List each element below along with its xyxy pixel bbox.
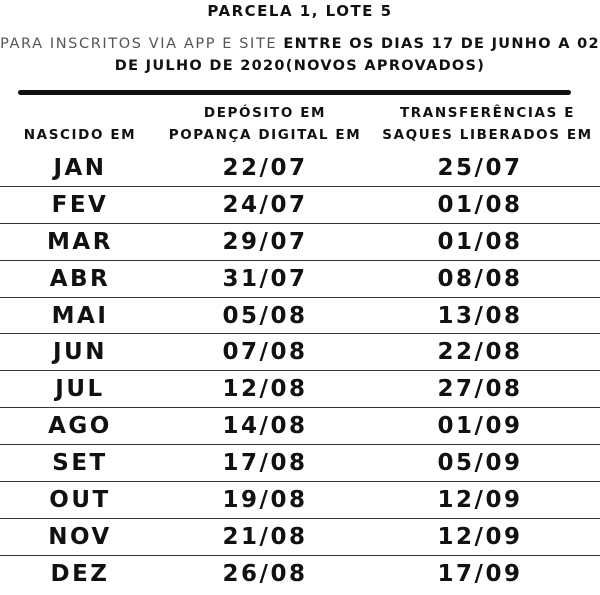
month-cell: MAR	[47, 228, 113, 255]
deposit-date-cell: 12/08	[222, 376, 308, 403]
header-transfer-line2: SAQUES LIBERADOS EM	[382, 127, 593, 143]
table-row	[0, 556, 600, 593]
table-row	[0, 445, 600, 482]
month-cell: DEZ	[50, 561, 110, 588]
table-row	[0, 408, 600, 445]
month-cell: JUN	[53, 339, 107, 366]
month-cell: FEV	[51, 191, 109, 218]
deposit-date-cell: 24/07	[222, 191, 308, 218]
top-divider	[18, 90, 571, 95]
deposit-date-cell: 05/08	[222, 302, 308, 329]
deposit-date-cell: 21/08	[222, 523, 308, 550]
transfer-date-cell: 13/08	[437, 302, 523, 329]
month-cell: JAN	[53, 154, 107, 181]
transfer-date-cell: 12/09	[437, 523, 523, 550]
transfer-date-cell: 05/09	[437, 450, 523, 477]
deposit-date-cell: 14/08	[222, 413, 308, 440]
deposit-date-cell: 22/07	[222, 154, 308, 181]
table-row	[0, 482, 600, 519]
header-month-label: NASCIDO EM	[23, 127, 137, 143]
transfer-date-cell: 01/08	[437, 191, 523, 218]
transfer-date-cell: 08/08	[437, 265, 523, 292]
subtitle-bold-text: ENTRE OS DIAS 17 DE JUNHO A 02 DE JULHO DE 2020(NOVOS APROVADOS)	[114, 36, 600, 74]
transfer-date-cell: 12/09	[437, 486, 523, 513]
transfer-date-cell: 01/08	[437, 228, 523, 255]
table-row	[0, 371, 600, 408]
deposit-date-cell: 07/08	[222, 339, 308, 366]
month-cell: AGO	[48, 413, 112, 440]
month-cell: ABR	[49, 265, 111, 292]
deposit-date-cell: 19/08	[222, 486, 308, 513]
subtitle-light-text: PARA INSCRITOS VIA APP E SITE	[0, 36, 284, 52]
month-cell: JUL	[55, 376, 105, 403]
deposit-date-cell: 17/08	[222, 450, 308, 477]
table-row	[0, 298, 600, 335]
transfer-date-cell: 17/09	[437, 561, 523, 588]
subtitle	[0, 33, 600, 77]
transfer-date-cell: 25/07	[437, 154, 523, 181]
page-title: PARCELA 1, LOTE 5	[207, 2, 393, 20]
header-deposit-line1: DEPÓSITO EM	[203, 105, 327, 121]
table-row	[0, 187, 600, 224]
header-deposit-line2: POPANÇA DIGITAL EM	[168, 127, 362, 143]
header-deposit	[165, 102, 365, 146]
table-row	[0, 334, 600, 371]
month-cell: NOV	[48, 523, 112, 550]
transfer-date-cell: 22/08	[437, 339, 523, 366]
month-cell: SET	[52, 450, 108, 477]
month-cell: OUT	[49, 486, 111, 513]
table-row	[0, 150, 600, 187]
schedule-table	[0, 150, 600, 593]
table-row	[0, 519, 600, 556]
deposit-date-cell: 26/08	[222, 561, 308, 588]
deposit-date-cell: 29/07	[222, 228, 308, 255]
table-row	[0, 224, 600, 261]
table-row	[0, 261, 600, 298]
transfer-date-cell: 01/09	[437, 413, 523, 440]
header-transfer-line1: TRANSFERÊNCIAS E	[399, 105, 576, 121]
header-month	[0, 124, 160, 146]
deposit-date-cell: 31/07	[222, 265, 308, 292]
transfer-date-cell: 27/08	[437, 376, 523, 403]
month-cell: MAI	[51, 302, 109, 329]
header-transfer	[375, 102, 600, 146]
